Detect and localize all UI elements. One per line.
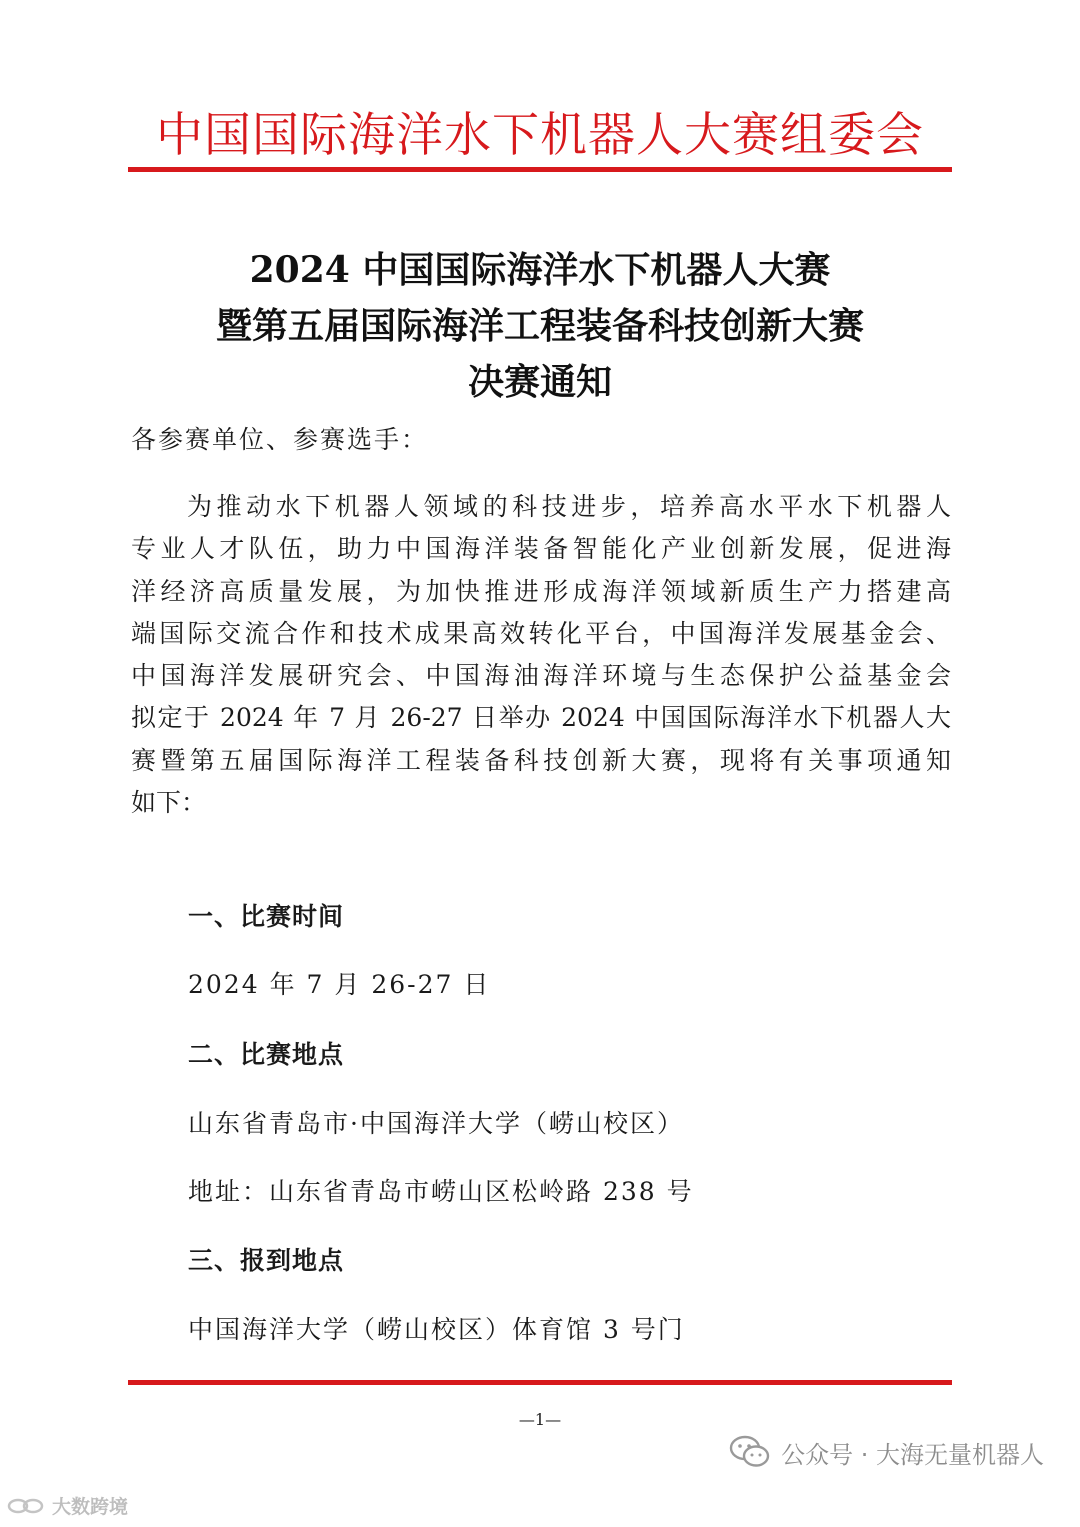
paragraph-line: 端国际交流合作和技术成果高效转化平台，中国海洋发展基金会、	[131, 618, 951, 648]
paragraph-line: 为推动水下机器人领域的科技进步，培养高水平水下机器人	[187, 492, 951, 521]
section-heading-venue: 二、比赛地点	[188, 1040, 345, 1069]
footer-divider	[128, 1380, 952, 1385]
salutation: 各参赛单位、参赛选手：	[131, 425, 429, 454]
organization-header: 中国国际海洋水下机器人大赛组委会	[156, 108, 924, 163]
document-title	[128, 242, 952, 410]
intro-paragraph	[131, 486, 951, 824]
title-line: 暨第五届国际海洋工程装备科技创新大赛	[215, 305, 864, 347]
section-heading-checkin: 三、报到地点	[188, 1246, 345, 1275]
title-line: 2024 中国国际海洋水下机器人大赛	[249, 249, 831, 291]
paragraph-line: 中国海洋发展研究会、中国海油海洋环境与生态保护公益基金会	[131, 661, 951, 691]
paragraph-line: 拟定于 2024 年 7 月 26-27 日举办 2024 中国国际海洋水下机器人大	[131, 703, 951, 733]
header-divider	[128, 167, 952, 172]
section-heading-time: 一、比赛时间	[188, 902, 345, 931]
wechat-watermark	[729, 1434, 1044, 1470]
section-text-checkin: 中国海洋大学（崂山校区）体育馆 3 号门	[188, 1315, 685, 1344]
paragraph-line: 如下：	[131, 788, 207, 818]
paragraph-line: 洋经济高质量发展，为加快推进形成海洋领域新质生产力搭建高	[131, 576, 951, 606]
paragraph-line: 专业人才队伍，助力中国海洋装备智能化产业创新发展，促进海	[131, 534, 951, 564]
page-number: —1—	[518, 1410, 562, 1429]
title-line: 决赛通知	[467, 361, 612, 403]
section-text-venue: 山东省青岛市·中国海洋大学（崂山校区）	[188, 1109, 684, 1138]
corner-watermark	[6, 1492, 128, 1519]
wechat-account-label: 公众号 · 大海无量机器人	[781, 1440, 1044, 1469]
corner-watermark-label: 大数跨境	[52, 1496, 129, 1518]
wechat-icon	[729, 1434, 771, 1470]
section-text-time: 2024 年 7 月 26-27 日	[188, 970, 491, 999]
paragraph-line: 赛暨第五届国际海洋工程装备科技创新大赛，现将有关事项通知	[131, 745, 951, 775]
section-text-address: 地址：山东省青岛市崂山区松岭路 238 号	[188, 1177, 694, 1206]
link-icon	[6, 1495, 46, 1517]
